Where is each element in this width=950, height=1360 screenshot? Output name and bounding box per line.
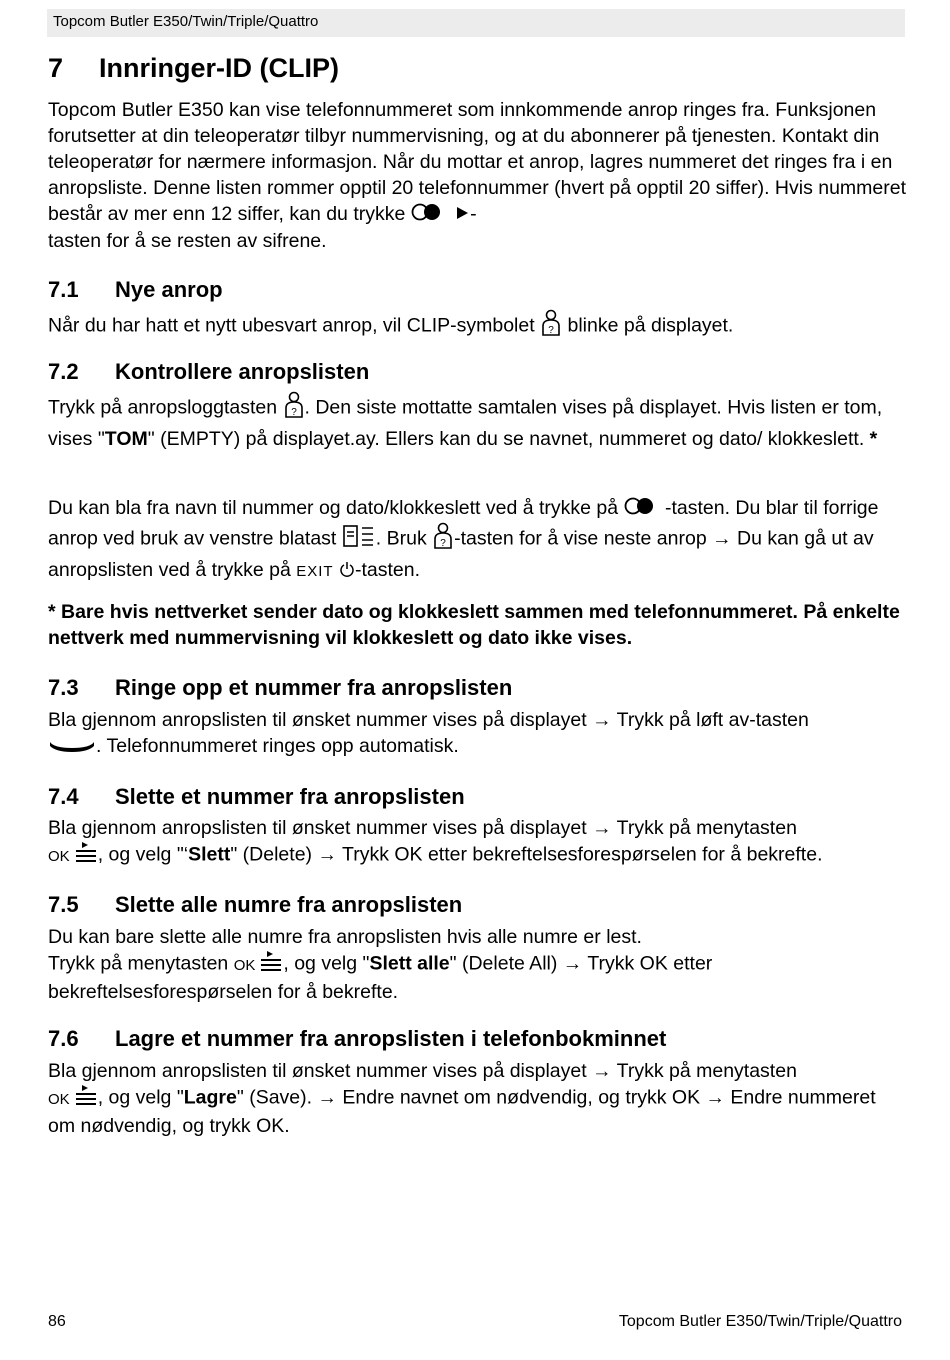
text: " (Delete) → Trykk OK etter bekreftelsesforespørselen for å bekrefte.: [230, 843, 823, 866]
menu-icon: [74, 1084, 98, 1113]
intro-dash: -: [470, 203, 477, 225]
text: -tasten for å vise neste anrop → Du kan gå ut av anropslisten ved å trykke på: [48, 527, 874, 581]
section-number: 7.2: [48, 359, 79, 384]
clip-symbol-icon: [432, 522, 454, 557]
section-7-2-paragraph-2: [48, 495, 908, 585]
section-title: Slette alle numre fra anropslisten: [115, 892, 463, 917]
section-7-5-paragraph: [48, 924, 908, 1005]
section-7-6-paragraph: [48, 1058, 908, 1139]
svg-text:?: ?: [290, 407, 297, 418]
text: , og velg ": [283, 952, 370, 975]
section-7-6-heading: [48, 1026, 666, 1052]
bold-text: Slett alle: [369, 952, 450, 975]
ok-key-label: OK: [48, 1090, 70, 1108]
svg-text:?: ?: [548, 325, 554, 336]
text: . Bruk: [375, 527, 427, 550]
bold-text: TOM: [104, 428, 148, 450]
right-arrow-key-icon: [454, 202, 470, 228]
section-number: 7.1: [48, 277, 79, 302]
chapter-title-text: Innringer-ID (CLIP): [99, 53, 339, 83]
running-header-title: Topcom Butler E350/Twin/Triple/Quattro: [53, 13, 319, 30]
text: . Telefonnummeret ringes opp automatisk.: [96, 735, 459, 757]
ok-key-label: OK: [233, 956, 256, 974]
text: Du kan bare slette alle numre fra anropslisten hvis alle numre er lest.: [48, 926, 642, 948]
footnote-star: *: [869, 428, 878, 450]
section-7-4-heading: [48, 784, 465, 810]
intro-paragraph: [48, 97, 908, 254]
toggle-key-icon: [411, 202, 449, 228]
section-7-3-paragraph: [48, 707, 908, 760]
text: Bla gjennom anropslisten til ønsket nummer vises på displayet → Trykk på menytasten: [48, 1060, 797, 1082]
svg-text:?: ?: [440, 537, 446, 549]
section-7-5-heading: [48, 892, 462, 918]
text: blinke på displayet.: [567, 314, 734, 337]
running-header: [47, 9, 905, 37]
text: Bla gjennom anropslisten til ønsket nummer vises på displayet → Trykk på løft av-tasten: [48, 709, 809, 731]
offhook-icon: [48, 734, 96, 760]
toggle-key-icon: [624, 496, 660, 522]
exit-key-label: EXIT: [296, 562, 334, 580]
power-icon: [339, 558, 355, 584]
text: , og velg ": [97, 1086, 184, 1109]
section-title: Slette et nummer fra anropslisten: [115, 784, 465, 809]
section-title: Ringe opp et nummer fra anropslisten: [115, 675, 513, 700]
section-title: Lagre et nummer fra anropslisten i telefonbokminnet: [115, 1026, 667, 1051]
section-7-2-heading: [48, 359, 369, 385]
section-7-1-heading: [48, 277, 223, 303]
section-title: Kontrollere anropslisten: [115, 359, 370, 384]
section-7-1-paragraph: [48, 309, 908, 344]
left-key-icon: [342, 524, 376, 555]
text: " (Save). → Endre navnet om nødvendig, og trykk OK → Endre nummeret om nødvendig, og trykk OK.: [48, 1086, 876, 1137]
text: " (EMPTY) på displayet.ay. Ellers kan du se navnet, nummeret og dato/ klokkeslett.: [147, 428, 865, 450]
clip-symbol-icon: [283, 391, 305, 426]
chapter-title: [48, 53, 339, 84]
text: -tasten.: [355, 558, 421, 581]
section-number: 7.3: [48, 675, 79, 700]
bold-text: Slett: [188, 843, 231, 866]
chapter-number: 7: [48, 53, 64, 83]
section-7-2-paragraph-1: [48, 391, 908, 452]
text: Bla gjennom anropslisten til ønsket nummer vises på displayet → Trykk på menytasten: [48, 817, 797, 839]
bold-text: Lagre: [183, 1086, 237, 1109]
text: . Den siste mottatte samtalen vises på displayet. Hvis listen er tom, vises ": [48, 396, 883, 450]
text: Trykk på menytasten: [48, 952, 229, 975]
running-footer-title: Topcom Butler E350/Twin/Triple/Quattro: [618, 1313, 902, 1330]
section-number: 7.4: [48, 784, 79, 809]
intro-text: Topcom Butler E350 kan vise telefonnummeret som innkommende anrop ringes fra. Funksjonen forutsetter at din teleoperatør tilbyr nummervisning, og at du abonnerer på tjenesten. Kontakt din teleoperatør for nærmere informasjon. Når du mottar et anrop, lagres nummeret det ringes fra i en anropsliste. Denne listen rommer opptil 20 telefonnummer (hvert på opptil 20 siffer). Hvis nummeret består av mer enn 12 siffer, kan du trykke: [48, 99, 907, 225]
text: Du kan bla fra navn til nummer og dato/klokkeslett ved å trykke på: [48, 497, 619, 519]
section-7-3-heading: [48, 675, 512, 701]
text: Trykk på anropsloggtasten: [48, 396, 278, 419]
menu-icon: [74, 841, 98, 870]
section-number: 7.6: [48, 1026, 79, 1051]
intro-line-end: tasten for å se resten av sifrene.: [48, 229, 327, 252]
menu-icon: [259, 950, 283, 979]
section-7-4-paragraph: [48, 815, 908, 870]
ok-key-label: OK: [48, 847, 70, 865]
text: Når du har hatt et nytt ubesvart anrop, vil CLIP-symbolet: [48, 314, 535, 337]
page-number: 86: [48, 1313, 66, 1330]
text: " (Delete All) → Trykk OK etter bekreftelsesforespørselen for å bekrefte.: [48, 952, 713, 1003]
footnote-note: * Bare hvis nettverket sender dato og klokkeslett sammen med telefonnummeret. På enkelte nettverk med nummervisning vil klokkeslett og dato ikke vises.: [48, 601, 900, 649]
section-number: 7.5: [48, 892, 79, 917]
text: -tasten. Du blar til forrige anrop ved bruk av venstre blatast: [48, 497, 879, 550]
section-title: Nye anrop: [115, 277, 223, 302]
clip-symbol-icon: [540, 309, 562, 344]
text: , og velg "‘: [97, 843, 189, 866]
